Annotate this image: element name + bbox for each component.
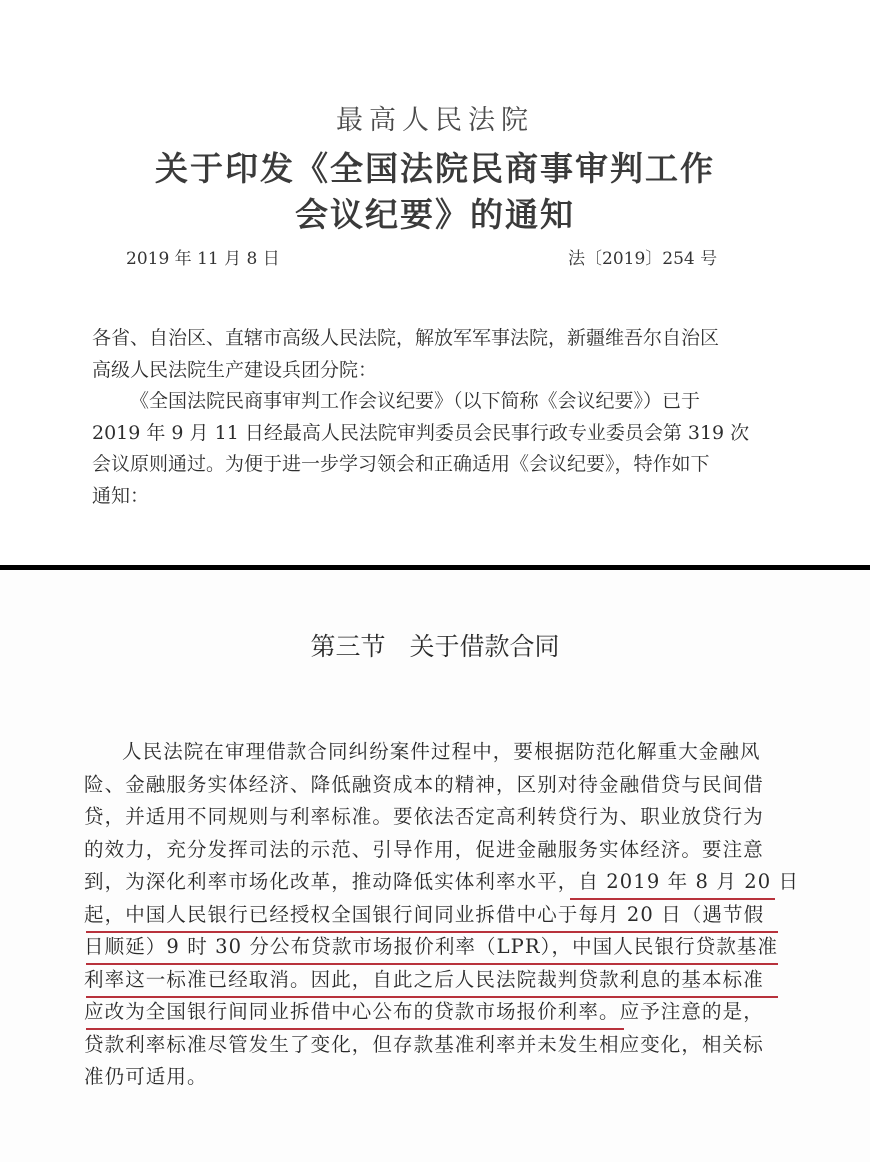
section-body [84,736,800,1094]
document-number: 法〔2019〕254 号 [568,249,718,269]
highlight-underline [86,963,778,965]
body-line: 贷款利率标准尽管发生了变化，但存款基准利率并未发生相应变化，相关标 [84,1032,764,1056]
body-line: 贷，并适用不同规则与利率标准。要依法否定高利转贷行为、职业放贷行为 [84,805,764,828]
section-title: 关于借款合同 [409,632,560,661]
body-line: 会议原则通过。为便于进一步学习领会和正确适用《会议纪要》，特作如下 [92,453,710,475]
issuer-name: 最高人民法院 [336,105,534,136]
notice-date: 2019 年 11 月 8 日 [126,249,280,269]
body-line: 的效力，充分发挥司法的示范、引导作用，促进金融服务实体经济。要注意 [84,837,764,861]
highlight-underline [570,898,775,900]
body-line: 《全国法院民商事审判工作会议纪要》（以下简称《会议纪要》）已于 [130,390,701,412]
body-line: 人民法院在审理借款合同纠纷案件过程中，要根据防范化解重大金融风 [122,740,761,763]
body-line: 日顺延）9 时 30 分公布贷款市场报价利率（LPR），中国人民银行贷款基准 [84,935,779,958]
addressee-line: 高级人民法院生产建设兵团分院： [92,358,378,381]
highlight-underline [86,996,778,998]
body-line: 2019 年 9 月 11 日经最高人民法院审判委员会民事行政专业委员会第 319 次 [92,421,750,444]
body-line: 应改为全国银行间同业拆借中心公布的贷款市场报价利率。应予注意的是， [84,1000,764,1023]
section-heading [0,627,870,663]
notice-document [0,0,870,565]
addressee-line: 各省、自治区、直辖市高级人民法院，解放军军事法院，新疆维吾尔自治区 [92,327,720,349]
notice-title-line-2: 会议纪要》的通知 [295,195,575,234]
notice-body [92,323,772,512]
highlight-underline [86,1028,624,1030]
highlight-underline [86,931,778,933]
section-number: 第三节 [310,632,386,661]
body-line: 到，为深化利率市场化改革，推动降低实体利率水平，自 2019 年 8 月 20 日 [84,870,800,893]
body-line: 通知： [92,484,150,507]
body-line: 起，中国人民银行已经授权全国银行间同业拆借中心于每月 20 日（遇节假 [84,902,765,926]
body-line: 利率这一标准已经取消。因此，自此之后人民法院裁判贷款利息的基本标准 [84,967,764,991]
body-line: 准仍可适用。 [84,1065,208,1088]
body-line: 险、金融服务实体经济、降低融资成本的精神，区别对待金融借贷与民间借 [84,772,764,796]
notice-title-line-1: 关于印发《全国法院民商事审判工作 [155,149,715,188]
